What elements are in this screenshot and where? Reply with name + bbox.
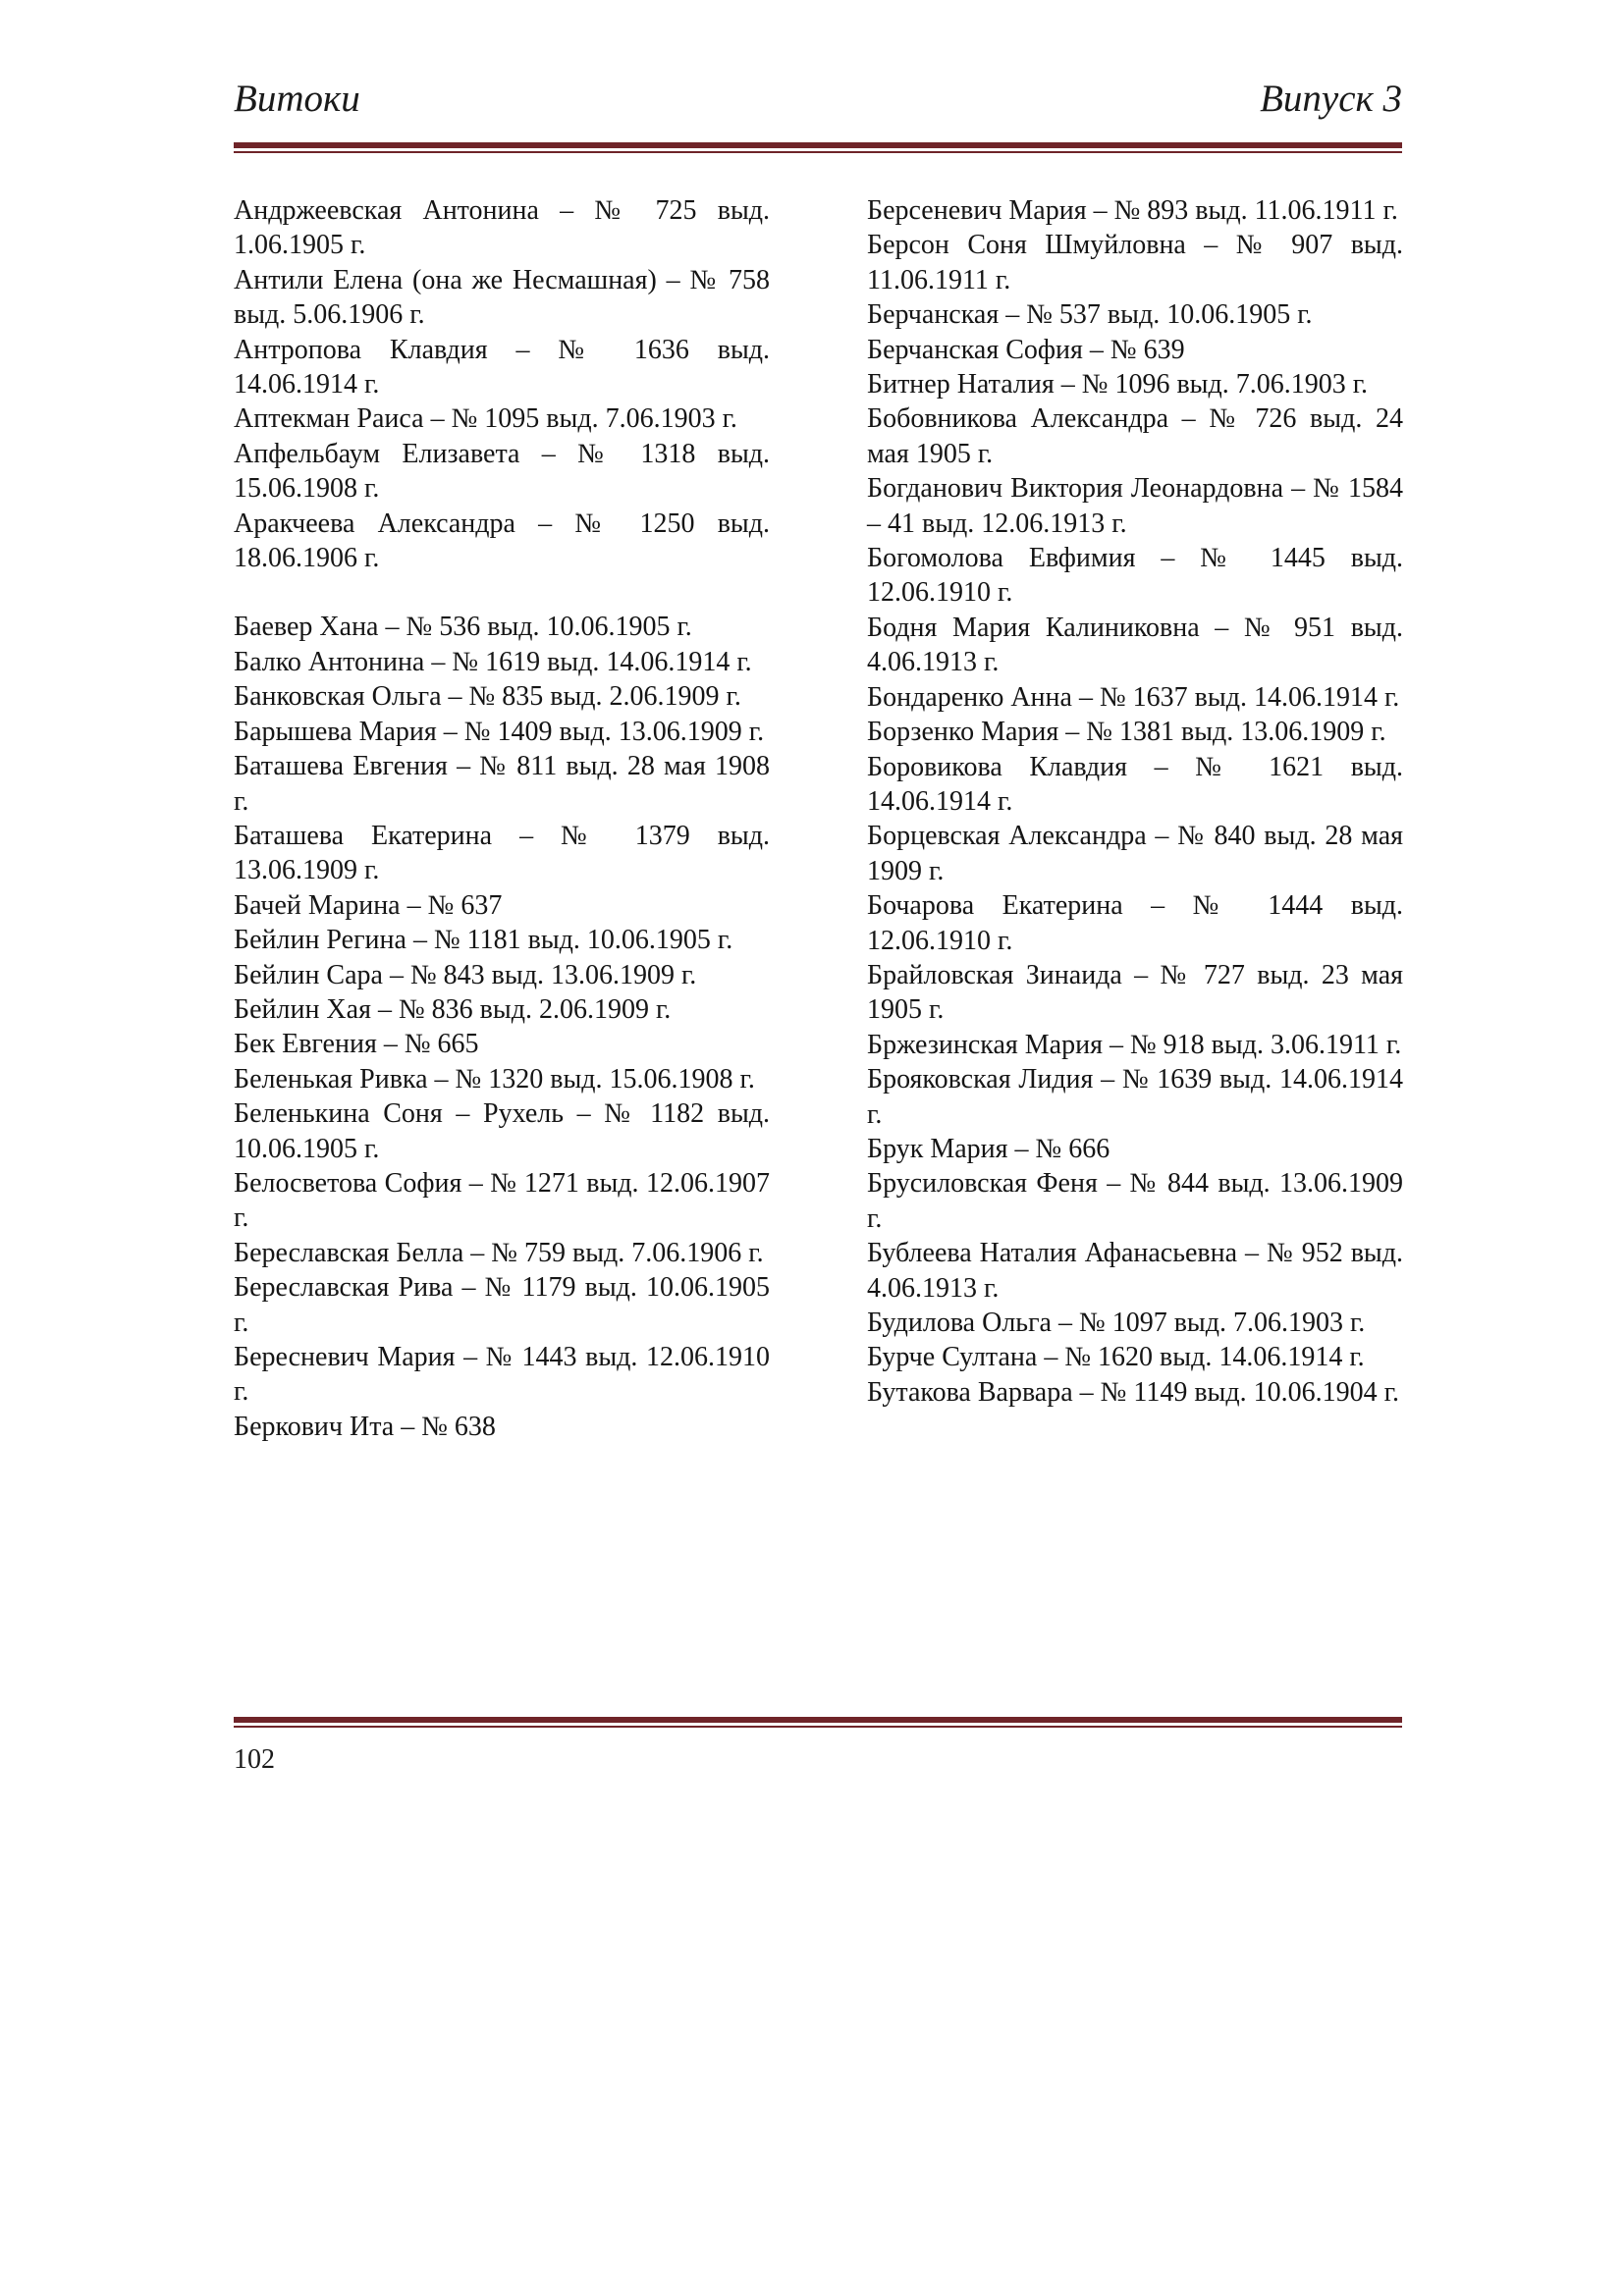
list-item: Беркович Ита – № 638 (234, 1411, 496, 1442)
list-item: Антили Елена (она же Несмашная) – № 758 выд. 5.06.1906 г. (234, 264, 770, 331)
list-item: Антропова Клавдия – № 1636 выд. 14.06.1914 г. (234, 334, 770, 400)
list-item: Берчанская София – № 639 (867, 334, 1185, 365)
list-item: Бондаренко Анна – № 1637 выд. 14.06.1914 г. (867, 681, 1400, 713)
list-item: Бейлин Сара – № 843 выд. 13.06.1909 г. (234, 959, 697, 990)
list-item: Брук Мария – № 666 (867, 1133, 1110, 1164)
list-item: Бересневич Мария – № 1443 выд. 12.06.1910 г. (234, 1342, 770, 1408)
list-item: Береславская Рива – № 1179 выд. 10.06.1905 г. (234, 1272, 770, 1338)
list-item: Богомолова Евфимия – № 1445 выд. 12.06.1910 г. (867, 543, 1403, 609)
list-item: Береславская Белла – № 759 выд. 7.06.1906 г. (234, 1237, 764, 1268)
left-column (234, 193, 770, 1444)
list-item: Берсеневич Мария – № 893 выд. 11.06.1911 г. (867, 195, 1398, 226)
journal-title: Витоки (234, 78, 360, 120)
list-item: Брусиловская Феня – № 844 выд. 13.06.1909 г. (867, 1168, 1403, 1234)
list-item: Бржезинская Мария – № 918 выд. 3.06.1911 г. (867, 1029, 1402, 1060)
right-column (867, 193, 1403, 1410)
list-item: Балко Антонина – № 1619 выд. 14.06.1914 г. (234, 646, 752, 677)
list-item: Бобовникова Александра – № 726 выд. 24 мая 1905 г. (867, 403, 1403, 469)
header-rule (234, 142, 1402, 153)
list-item: Бачей Марина – № 637 (234, 889, 503, 921)
list-item: Битнер Наталия – № 1096 выд. 7.06.1903 г. (867, 369, 1369, 400)
list-item: Беленькина Соня – Рухель – № 1182 выд. 10.06.1905 г. (234, 1098, 770, 1164)
list-item: Борцевская Александра – № 840 выд. 28 мая 1909 г. (867, 821, 1403, 886)
list-item: Бейлин Регина – № 1181 выд. 10.06.1905 г. (234, 925, 733, 956)
list-item: Апфельбаум Елизавета – № 1318 выд. 15.06.1908 г. (234, 438, 770, 505)
list-item: Будилова Ольга – № 1097 выд. 7.06.1903 г. (867, 1308, 1366, 1338)
list-item: Бек Евгения – № 665 (234, 1029, 479, 1060)
list-item: Андржеевская Антонина – № 725 выд. 1.06.1905 г. (234, 195, 770, 261)
running-header (234, 75, 1402, 133)
page-number: 102 (234, 1744, 275, 1775)
list-item: Аракчеева Александра – № 1250 выд. 18.06.1906 г. (234, 507, 770, 574)
list-item: Беленькая Ривка – № 1320 выд. 15.06.1908 г. (234, 1063, 755, 1095)
list-item: Белосветова София – № 1271 выд. 12.06.1907 г. (234, 1167, 770, 1234)
list-item: Берсон Соня Шмуйловна – № 907 выд. 11.06.1911 г. (867, 230, 1403, 295)
list-item: Бутакова Варвара – № 1149 выд. 10.06.1904 г. (867, 1376, 1399, 1408)
list-item: Богданович Виктория Леонардовна – № 1584 – 41 выд. 12.06.1913 г. (867, 473, 1403, 539)
list-item: Аптекман Раиса – № 1095 выд. 7.06.1903 г. (234, 403, 737, 435)
list-item: Борзенко Мария – № 1381 выд. 13.06.1909 г. (867, 717, 1386, 748)
list-item: Боровикова Клавдия – № 1621 выд. 14.06.1914 г. (867, 751, 1403, 817)
list-item: Бодня Мария Калиниковна – № 951 выд. 4.06.1913 г. (867, 612, 1403, 678)
list-item: Бочарова Екатерина – № 1444 выд. 12.06.1910 г. (867, 890, 1403, 956)
list-item: Бейлин Хая – № 836 выд. 2.06.1909 г. (234, 993, 672, 1025)
list-item: Баташева Евгения – № 811 выд. 28 мая 1908 г. (234, 751, 770, 817)
list-item: Бурче Султана – № 1620 выд. 14.06.1914 г. (867, 1342, 1365, 1373)
list-item: Баевер Хана – № 536 выд. 10.06.1905 г. (234, 612, 692, 643)
list-item: Брояковская Лидия – № 1639 выд. 14.06.1914 г. (867, 1064, 1403, 1130)
footer-rule (234, 1717, 1402, 1728)
list-item: Барышева Мария – № 1409 выд. 13.06.1909 г. (234, 716, 765, 747)
list-item: Брайловская Зинаида – № 727 выд. 23 мая 1905 г. (867, 959, 1403, 1026)
issue-label: Випуск 3 (1260, 78, 1402, 120)
list-item: Берчанская – № 537 выд. 10.06.1905 г. (867, 299, 1313, 331)
list-item: Баташева Екатерина – № 1379 выд. 13.06.1909 г. (234, 820, 770, 886)
list-item: Бублеева Наталия Афанасьевна – № 952 выд. 4.06.1913 г. (867, 1238, 1403, 1304)
list-item: Банковская Ольга – № 835 выд. 2.06.1909 г. (234, 681, 741, 713)
